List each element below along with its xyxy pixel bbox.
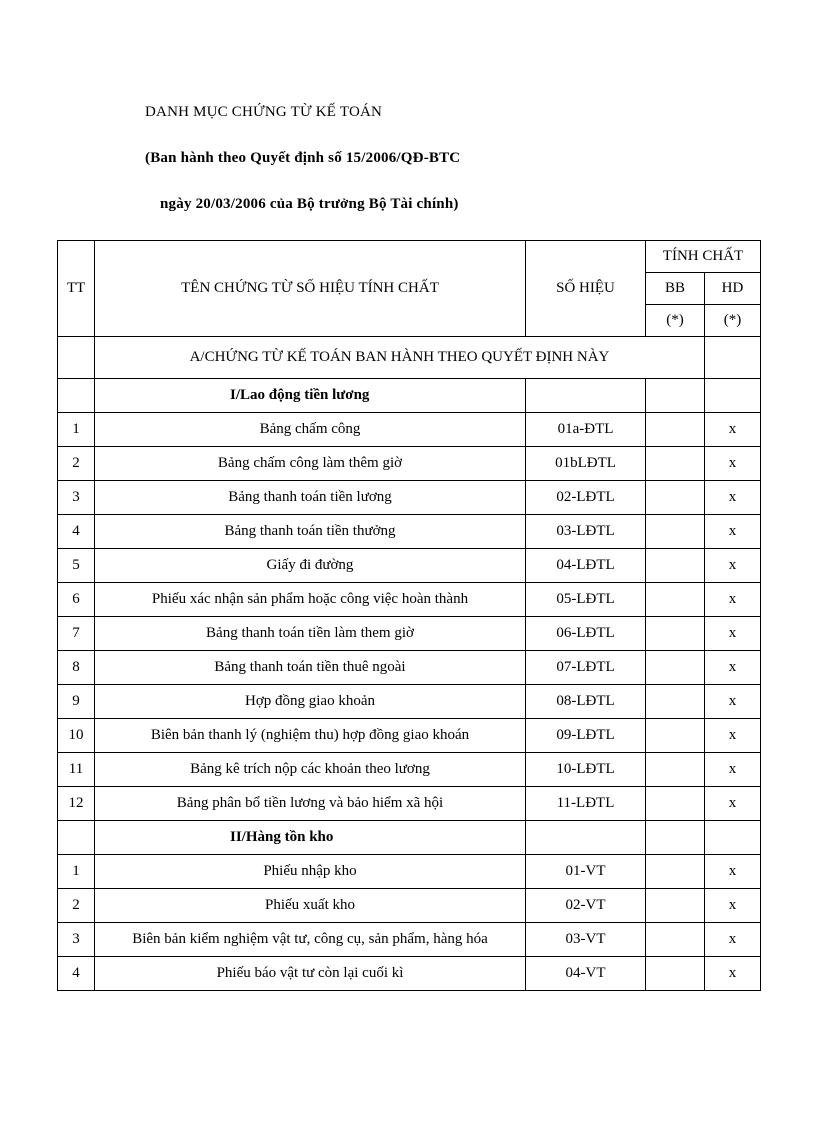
header-bb-note: (*) xyxy=(646,305,705,337)
row-code: 02-LĐTL xyxy=(526,481,646,515)
table-row xyxy=(58,413,761,447)
table-row xyxy=(58,447,761,481)
row-tt: 1 xyxy=(58,855,95,889)
row-hd: x xyxy=(705,923,761,957)
row-tt: 9 xyxy=(58,685,95,719)
row-tt: 10 xyxy=(58,719,95,753)
header-code: SỐ HIỆU xyxy=(526,241,646,337)
row-hd: x xyxy=(705,889,761,923)
row-name: Biên bản kiểm nghiệm vật tư, công cụ, sản phẩm, hàng hóa xyxy=(95,923,526,957)
row-bb xyxy=(646,923,705,957)
group-title: I/Lao động tiền lương xyxy=(95,379,526,413)
row-tt: 2 xyxy=(58,889,95,923)
row-bb xyxy=(646,447,705,481)
row-tt: 11 xyxy=(58,753,95,787)
row-name: Bảng chấm công làm thêm giờ xyxy=(95,447,526,481)
table-row xyxy=(58,787,761,821)
table-row xyxy=(58,719,761,753)
row-hd: x xyxy=(705,651,761,685)
row-code: 09-LĐTL xyxy=(526,719,646,753)
row-name: Bảng thanh toán tiền làm them giờ xyxy=(95,617,526,651)
table-row xyxy=(58,515,761,549)
header-name: TÊN CHỨNG TỪ SỐ HIỆU TÍNH CHẤT xyxy=(95,241,526,337)
table-row xyxy=(58,753,761,787)
group-row xyxy=(58,379,761,413)
row-code: 01bLĐTL xyxy=(526,447,646,481)
row-bb xyxy=(646,549,705,583)
row-hd: x xyxy=(705,481,761,515)
row-code: 07-LĐTL xyxy=(526,651,646,685)
row-bb xyxy=(646,889,705,923)
row-tt: 8 xyxy=(58,651,95,685)
group-row xyxy=(58,821,761,855)
section-row xyxy=(58,337,761,379)
table-row xyxy=(58,549,761,583)
row-name: Bảng thanh toán tiền lương xyxy=(95,481,526,515)
table-row xyxy=(58,481,761,515)
row-name: Bảng thanh toán tiền thuê ngoài xyxy=(95,651,526,685)
row-bb xyxy=(646,583,705,617)
row-tt: 12 xyxy=(58,787,95,821)
row-bb xyxy=(646,481,705,515)
row-name: Phiếu xuất kho xyxy=(95,889,526,923)
row-bb xyxy=(646,855,705,889)
document-subtitle-date: ngày 20/03/2006 của Bộ trưởng Bộ Tài chính) xyxy=(160,196,459,212)
row-hd: x xyxy=(705,549,761,583)
table-row xyxy=(58,685,761,719)
row-hd: x xyxy=(705,583,761,617)
table-row xyxy=(58,855,761,889)
row-tt: 3 xyxy=(58,923,95,957)
row-code: 01-VT xyxy=(526,855,646,889)
row-tt: 4 xyxy=(58,515,95,549)
row-hd: x xyxy=(705,957,761,991)
row-code: 08-LĐTL xyxy=(526,685,646,719)
row-bb xyxy=(646,719,705,753)
row-tt: 6 xyxy=(58,583,95,617)
row-hd: x xyxy=(705,787,761,821)
row-tt: 1 xyxy=(58,413,95,447)
row-hd: x xyxy=(705,515,761,549)
row-code: 04-LĐTL xyxy=(526,549,646,583)
table-row xyxy=(58,583,761,617)
row-hd: x xyxy=(705,719,761,753)
row-code: 04-VT xyxy=(526,957,646,991)
section-a-title: A/CHỨNG TỪ KẾ TOÁN BAN HÀNH THEO QUYẾT ĐỊNH NÀY xyxy=(95,337,705,379)
row-tt: 5 xyxy=(58,549,95,583)
header-tinh-chat: TÍNH CHẤT xyxy=(646,241,761,273)
row-bb xyxy=(646,651,705,685)
row-tt: 2 xyxy=(58,447,95,481)
row-code: 03-VT xyxy=(526,923,646,957)
table-row xyxy=(58,889,761,923)
row-bb xyxy=(646,413,705,447)
table-row xyxy=(58,617,761,651)
voucher-list-table xyxy=(57,240,761,991)
row-hd: x xyxy=(705,413,761,447)
header-hd: HD xyxy=(705,273,761,305)
row-code: 02-VT xyxy=(526,889,646,923)
row-hd: x xyxy=(705,855,761,889)
row-name: Bảng chấm công xyxy=(95,413,526,447)
row-hd: x xyxy=(705,685,761,719)
row-tt: 4 xyxy=(58,957,95,991)
row-bb xyxy=(646,685,705,719)
row-name: Bảng thanh toán tiền thưởng xyxy=(95,515,526,549)
row-bb xyxy=(646,617,705,651)
row-code: 10-LĐTL xyxy=(526,753,646,787)
row-code: 05-LĐTL xyxy=(526,583,646,617)
row-code: 01a-ĐTL xyxy=(526,413,646,447)
group-title: II/Hàng tồn kho xyxy=(95,821,526,855)
row-tt: 7 xyxy=(58,617,95,651)
row-name: Hợp đồng giao khoản xyxy=(95,685,526,719)
document-subtitle-decision: (Ban hành theo Quyết định số 15/2006/QĐ-BTC xyxy=(145,150,461,166)
row-code: 11-LĐTL xyxy=(526,787,646,821)
row-name: Giấy đi đường xyxy=(95,549,526,583)
row-name: Bảng kê trích nộp các khoản theo lương xyxy=(95,753,526,787)
row-bb xyxy=(646,957,705,991)
row-hd: x xyxy=(705,617,761,651)
row-bb xyxy=(646,787,705,821)
document-title: DANH MỤC CHỨNG TỪ KẾ TOÁN xyxy=(145,104,383,120)
header-bb: BB xyxy=(646,273,705,305)
table-row xyxy=(58,957,761,991)
row-name: Biên bản thanh lý (nghiệm thu) hợp đồng giao khoán xyxy=(95,719,526,753)
row-bb xyxy=(646,515,705,549)
row-tt: 3 xyxy=(58,481,95,515)
row-name: Phiếu nhập kho xyxy=(95,855,526,889)
row-name: Bảng phân bổ tiền lương và bảo hiểm xã hội xyxy=(95,787,526,821)
header-hd-note: (*) xyxy=(705,305,761,337)
table-row xyxy=(58,923,761,957)
row-code: 06-LĐTL xyxy=(526,617,646,651)
table-row xyxy=(58,651,761,685)
row-hd: x xyxy=(705,447,761,481)
row-name: Phiếu xác nhận sản phẩm hoặc công việc hoàn thành xyxy=(95,583,526,617)
row-hd: x xyxy=(705,753,761,787)
row-bb xyxy=(646,753,705,787)
header-tt: TT xyxy=(58,241,95,337)
row-code: 03-LĐTL xyxy=(526,515,646,549)
row-name: Phiếu báo vật tư còn lại cuối kì xyxy=(95,957,526,991)
